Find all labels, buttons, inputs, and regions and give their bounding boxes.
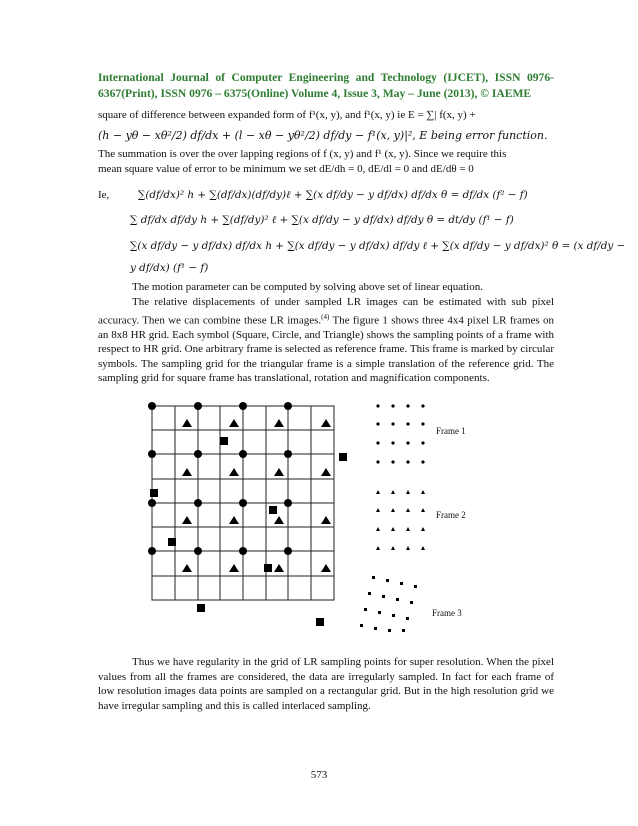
frame-1-dots <box>376 404 424 463</box>
paragraph-motion-text: The motion parameter can be computed by solving above set of linear equation. <box>132 281 483 293</box>
intro-line-4: mean square value of error to be minimum we set dE/dh = 0, dE/dl = 0 and dE/dθ = 0 <box>98 163 474 175</box>
figure-sampling-grids <box>140 396 480 632</box>
paragraph-motion <box>98 280 554 295</box>
frame-1-label: Frame 1 <box>436 426 466 436</box>
equation-2: ∑ df/dx df/dy h + ∑(df/dy)² ℓ + ∑(x df/dy − y df/dx) df/dy θ = dt/dy (f¹ − f) <box>130 214 514 226</box>
triangle-samples <box>182 419 331 572</box>
paragraph-displacement-text-b: The figure 1 shows three 4x4 pixel LR frames on an 8x8 HR grid. Each symbol (Square, Circle, and Triangle) shows the sampling points of a frame with respect to HR grid. One arbitrary frame is selected as reference frame. This frame is marked by circular symbols. The sampling grid for the triangular frame is a simple translation of the reference grid. The sampling grid for square frame has translational, rotation and magnification components. <box>98 314 555 385</box>
intro-line-2: (h − yθ − xθ²/2) df/dx + (l − xθ − yθ²/2) df/dy − f¹(x, y)|², E being error function. <box>98 129 548 142</box>
paragraph-regularity-text: Thus we have regularity in the grid of LR sampling points for super resolution. When the pixel values from all the frames are considered, the data are irregularly sampled. In fact for each frame of low resolution images data points are sampled on a rectangular grid. But in the high resolution grid we have irregular sampling and this is called interlaced sampling. <box>98 656 554 712</box>
equation-1-text: ∑(df/dx)² h + ∑(df/dx)(df/dy)ℓ + ∑(x df/dy − y df/dx) df/dx θ = df/dx (f² − f) <box>137 189 528 201</box>
intro-line-3: The summation is over the over lapping regions of f (x, y) and f¹ (x, y). Since we require this <box>98 148 507 160</box>
paragraph-displacement <box>98 295 554 386</box>
equation-label: Ie, <box>98 189 110 201</box>
paragraph-regularity <box>98 655 554 713</box>
paragraph-displacement-text-a: The relative displacements of under sampled LR images can be estimated with sub pixel accuracy. Then we can combine these LR images. <box>98 296 554 327</box>
equation-4: y df/dx) (f¹ − f) <box>130 262 209 274</box>
intro-line-1: square of difference between expanded form of f¹(x, y), and f¹(x, y) ie E = ∑| f(x, y) + <box>98 109 476 121</box>
frame-2-label: Frame 2 <box>436 510 466 520</box>
frame-3-squares <box>360 576 417 632</box>
frame-2-triangles <box>376 490 425 550</box>
frame-3-label: Frame 3 <box>432 608 462 618</box>
page-number: 573 <box>310 769 328 781</box>
citation-ref: (4) <box>321 312 330 321</box>
equation-3: ∑(x df/dy − y df/dx) df/dx h + ∑(x df/dy − y df/dx) df/dy ℓ + ∑(x df/dy − y df/dx)² θ = (x df/dy − <box>130 240 626 252</box>
equation-1 <box>98 185 558 205</box>
square-samples <box>150 437 347 626</box>
journal-header: International Journal of Computer Engineering and Technology (IJCET), ISSN 0976-6367(Print), ISSN 0976 – 6375(Online) Volume 4, Issue 3, May – June (2013), © IAEME <box>98 71 554 100</box>
